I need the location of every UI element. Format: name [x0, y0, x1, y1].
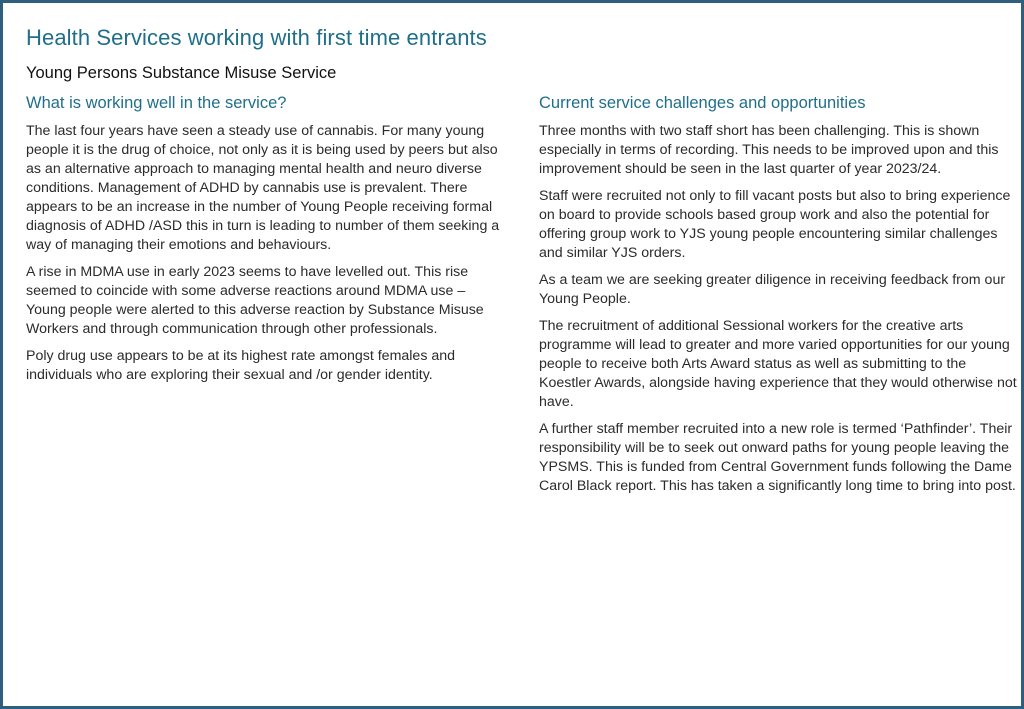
working-well-heading: What is working well in the service? [26, 94, 287, 112]
page-title: Health Services working with first time entrants [26, 25, 487, 50]
working-well-section [26, 94, 508, 393]
challenges-paragraph-5: A further staff member recruited into a new role is termed ‘Pathfinder’. Their responsibility will be to seek out onward paths for young people leaving the YPSMS. This is funded from Central Government funds following the Dame Carol Black report. This has taken a significantly long time to bring into post. [539, 421, 1016, 494]
challenges-section [539, 94, 1017, 504]
challenges-paragraph-3: As a team we are seeking greater diligence in receiving feedback from our Young People. [539, 272, 1006, 307]
challenges-heading: Current service challenges and opportunities [539, 94, 866, 112]
working-well-paragraph-1: The last four years have seen a steady use of cannabis. For many young people it is the drug of choice, not only as it is being used by peers but also as an alternative approach to managing mental health and neuro diverse conditions. Management of ADHD by cannabis use is prevalent. There appears to be an increase in the number of Young People receiving formal diagnosis of ADHD /ASD this in turn is leading to number of them seeking a way of managing their emotions and behaviours. [26, 123, 500, 253]
working-well-paragraph-3: Poly drug use appears to be at its highest rate amongst females and individuals who are exploring their sexual and /or gender identity. [26, 348, 456, 383]
challenges-paragraph-1: Three months with two staff short has been challenging. This is shown especially in terms of recording. This needs to be improved upon and this improvement should be seen in the last quarter of year 2023/24. [539, 123, 999, 177]
challenges-paragraph-4: The recruitment of additional Sessional workers for the creative arts programme will lead to greater and more varied opportunities for our young people to receive both Arts Award status as well as submitting to the Koestler Awards, alongside having experience that they would otherwise not have. [539, 318, 1017, 410]
page-subtitle: Young Persons Substance Misuse Service [26, 64, 337, 82]
challenges-paragraph-2: Staff were recruited not only to fill vacant posts but also to bring experience on board to provide schools based group work and also the potential for offering group work to YJS young people encountering similar challenges and similar YJS orders. [539, 188, 1011, 261]
working-well-paragraph-2: A rise in MDMA use in early 2023 seems to have levelled out. This rise seemed to coincide with some adverse reactions around MDMA use – Young people were alerted to this adverse reaction by Substance Misuse Workers and through communication through other professionals. [26, 264, 484, 337]
